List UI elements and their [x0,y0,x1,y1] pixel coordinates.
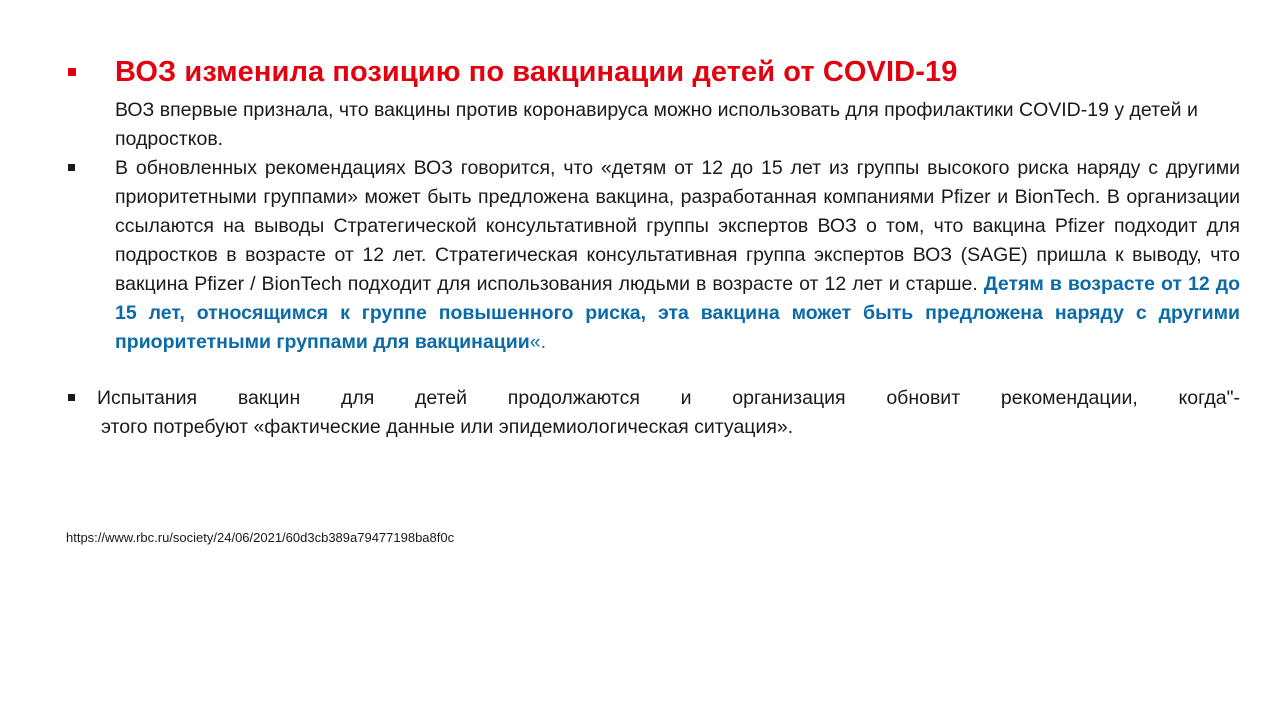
recommendation-highlight: Детям в возрасте от 12 до 15 лет, относящимся к группе повышенного риска, эта вакцина может быть предложена наряду с другими приоритетными группами для вакцинации [115,273,1240,353]
heading-bullet-icon [68,68,76,76]
trials-paragraph-line1: Испытания вакцин для детей продолжаются и организация обновит рекомендации, когда"- [97,387,1240,409]
recommendation-bullet-icon [68,164,75,171]
slide-heading: ВОЗ изменила позицию по вакцинации детей от COVID-19 [115,56,958,88]
trials-paragraph-line2: этого потребуют «фактические данные или эпидемиологическая ситуация». [101,416,794,438]
intro-paragraph: ВОЗ впервые признала, что вакцины против коронавируса можно использовать для профилактики COVID-19 у детей и подростков. [115,99,1198,150]
recommendation-paragraph [115,154,1240,357]
source-link[interactable]: https://www.rbc.ru/society/24/06/2021/60d3cb389a79477198ba8f0c [66,530,455,545]
recommendation-closing: «. [529,331,547,353]
recommendation-text: В обновленных рекомендациях ВОЗ говорится, что «детям от 12 до 15 лет из группы высокого риска наряду с другими приоритетными группами» может быть предложена вакцина, разработанная компаниями Pfizer и BionTech. В организации ссылаются на выводы Стратегической консультативной группы экспертов ВОЗ о том, что вакцина Pfizer подходит для подростков в возрасте от 12 лет. Стратегическая консультативная группа экспертов ВОЗ (SAGE) пришла к выводу, что вакцина Pfizer / BionTech подходит для использования людьми в возрасте от 12 лет и старше. [115,157,1240,295]
trials-bullet-icon [68,394,75,401]
